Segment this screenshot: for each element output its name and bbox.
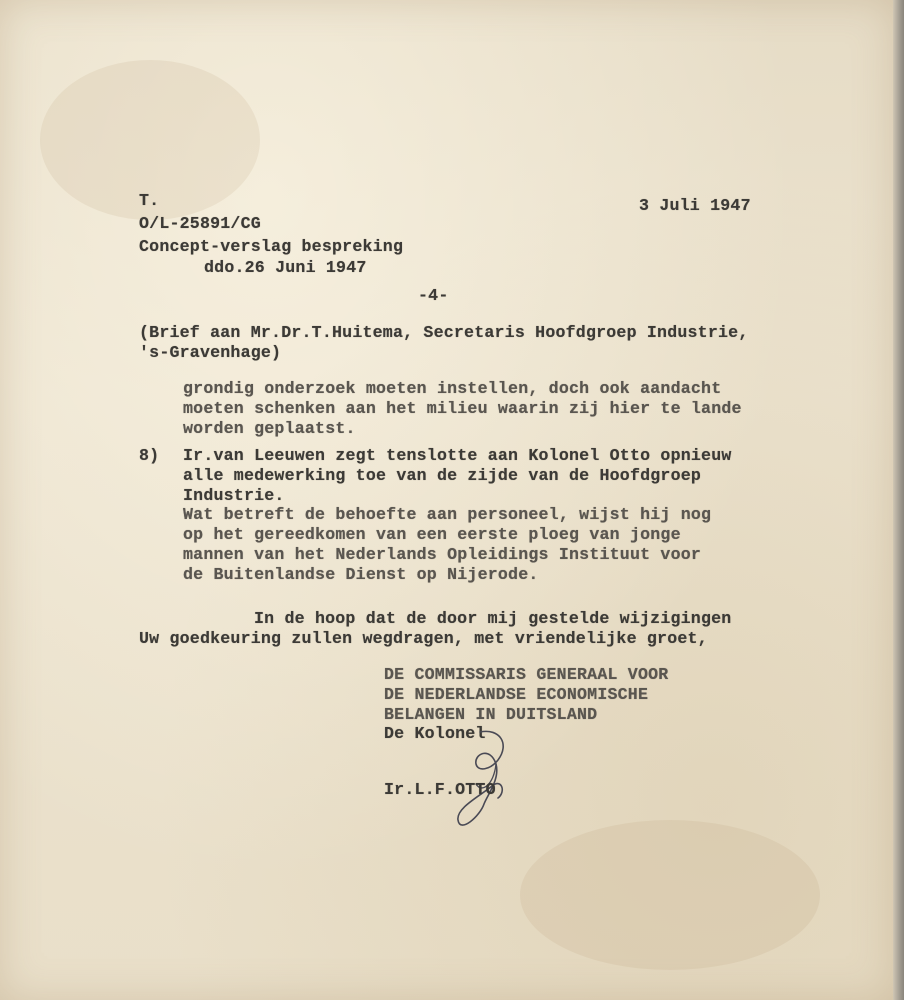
addressee-line: (Brief aan Mr.Dr.T.Huitema, Secretaris Hoofdgroep Industrie,	[139, 323, 749, 342]
signature-block-line: BELANGEN IN DUITSLAND	[384, 705, 598, 724]
body-line: op het gereedkomen van een eerste ploeg van jonge	[183, 525, 681, 544]
body-line: worden geplaatst.	[183, 419, 356, 438]
item-marker: 8)	[139, 446, 160, 465]
reference-date: ddo.26 Juni 1947	[204, 258, 367, 277]
body-line: Ir.van Leeuwen zegt tenslotte aan Kolonel Otto opnieuw	[183, 446, 732, 465]
body-line: alle medewerking toe van de zijde van de Hoofdgroep	[183, 466, 702, 485]
closing-line: Uw goedkeuring zullen wegdragen, met vriendelijke groet,	[139, 629, 708, 648]
reference-code: O/L-25891/CG	[139, 214, 261, 233]
page-number: -4-	[418, 286, 449, 305]
reference-subject: Concept-verslag bespreking	[139, 237, 404, 256]
page-edge	[893, 0, 904, 1000]
signature-block-line: DE COMMISSARIS GENERAAL VOOR	[384, 665, 669, 684]
reference-line: T.	[139, 191, 160, 210]
signatory-name: Ir.L.F.OTTO	[384, 780, 496, 799]
signature-title: De Kolonel	[384, 724, 486, 743]
addressee-line: 's-Gravenhage)	[139, 343, 282, 362]
body-line: grondig onderzoek moeten instellen, doch ook aandacht	[183, 379, 722, 398]
body-line: de Buitenlandse Dienst op Nijerode.	[183, 565, 539, 584]
closing-line: In de hoop dat de door mij gestelde wijzigingen	[254, 609, 732, 628]
letter-date: 3 Juli 1947	[639, 196, 751, 215]
body-line: moeten schenken aan het milieu waarin zij hier te lande	[183, 399, 742, 418]
body-line: mannen van het Nederlands Opleidings Instituut voor	[183, 545, 702, 564]
paper-stain	[520, 820, 820, 970]
signature-block-line: DE NEDERLANDSE ECONOMISCHE	[384, 685, 649, 704]
body-line: Wat betreft de behoefte aan personeel, wijst hij nog	[183, 505, 712, 524]
body-line: Industrie.	[183, 486, 285, 505]
